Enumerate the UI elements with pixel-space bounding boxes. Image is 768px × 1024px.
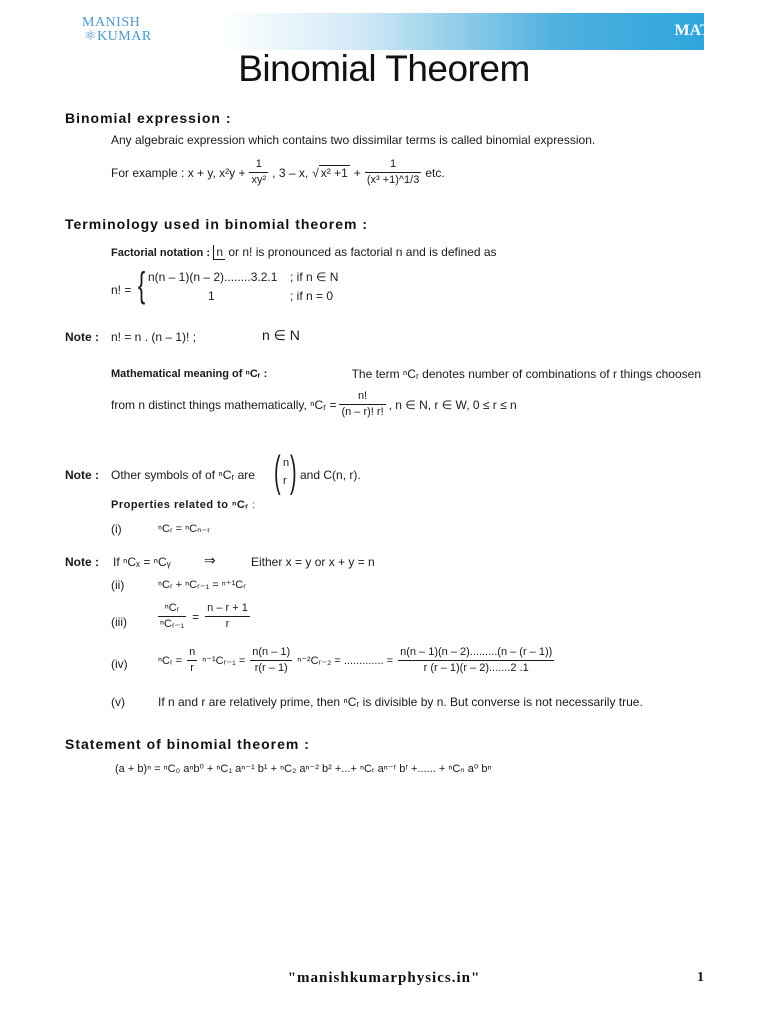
left-brace-icon: { — [138, 264, 146, 305]
page-number: 1 — [697, 970, 704, 985]
right-paren-icon: ) — [290, 447, 297, 496]
example-fraction-2: $\frac{1}{\text{(x³ +1)\textasciicircum{}1/3}}$ — [366, 158, 420, 186]
property-3-number: (iii) — [111, 615, 127, 629]
ncr-meaning: Mathematical meaning of ⁿCᵣ : The term ⁿCᵣ denotes number of combinations of r things choosen — [111, 367, 701, 381]
binom-bottom: r — [283, 475, 287, 487]
example-sqrt: √ x² +1 — [312, 165, 348, 180]
note-3-result: Either x = y or x + y = n — [251, 555, 375, 569]
binom-top: n — [283, 457, 290, 469]
example-prefix: For example : x + y, x²y + — [111, 165, 246, 180]
property-4-number: (iv) — [111, 657, 128, 671]
property-2-formula: ⁿCᵣ + ⁿCᵣ₋₁ = ⁿ⁺¹Cᵣ — [158, 579, 246, 591]
property-4-formula: ⁿCᵣ = $\frac{n}{r}$ ⁿ⁻¹Cᵣ₋₁ = $\frac{n(n - 1)}{r(r - 1)}$ ⁿ⁻²Cᵣ₋₂ = ............. = $\frac{n(n - 1)(n - 2).........(n - (r - 1))}{r (r - 1)(r - 2).......2 .1}$ — [158, 646, 553, 674]
header-banner — [220, 13, 704, 50]
heading-terminology: Terminology used in binomial theorem : — [65, 216, 368, 232]
brand-logo — [82, 16, 152, 44]
note-label: Note : — [65, 468, 99, 482]
factorial-case-2: 1 — [208, 289, 215, 303]
note-3-text: If ⁿCₓ = ⁿCᵧ — [113, 555, 171, 569]
factorial-case-1: n(n – 1)(n – 2)........3.2.1 — [148, 270, 278, 284]
heading-binomial-expression: Binomial expression : — [65, 110, 232, 126]
note-label: Note : — [65, 555, 99, 569]
sqrt-icon: √ — [312, 165, 319, 180]
factorial-case-1-cond: ; if n ∈ N — [290, 270, 339, 284]
binomial-example: For example : x + y, x²y + $\frac{1}{\text{xy²}}$ , 3 – x, √ x² +1 + $\frac{1}{\text{(x³ +1)\textasciicircum{}1/3}}$ etc. — [111, 158, 445, 186]
logo-line-2: ⚛KUMAR — [84, 29, 152, 44]
note-1-cond: n ∈ N — [262, 327, 300, 343]
atom-icon: ⚛ — [84, 29, 98, 44]
binomial-theorem-formula: (a + b)ⁿ = ⁿC₀ aⁿb⁰ + ⁿC₁ aⁿ⁻¹ b¹ + ⁿC₂ aⁿ⁻² b² +...+ ⁿCᵣ aⁿ⁻ʳ bʳ +...... + ⁿCₙ a⁰ bⁿ — [115, 763, 492, 775]
property-3-formula: $\frac{\text{ⁿCᵣ}}{\text{ⁿCᵣ₋₁}}$ = $\frac{n - r + 1}{r}$ — [160, 602, 248, 630]
heading-statement: Statement of binomial theorem : — [65, 736, 310, 752]
property-2-number: (ii) — [111, 578, 125, 592]
logo-line-1: MANISH — [82, 15, 141, 30]
implies-arrow-icon: ⇒ — [204, 552, 216, 568]
property-1-number: (i) — [111, 522, 122, 536]
note-label: Note : — [65, 330, 99, 344]
example-fraction-1: $\frac{1}{\text{xy²}}$ — [251, 158, 267, 186]
factorial-notation: Factorial notation : n or n! is pronounced as factorial n and is defined as — [111, 245, 497, 259]
factorial-symbol: n — [213, 245, 225, 260]
property-5-text: If n and r are relatively prime, then ⁿCᵣ is divisible by n. But converse is not necessarily true. — [158, 695, 643, 709]
properties-heading: Properties related to ⁿCᵣ : — [111, 499, 255, 511]
ncr-fraction: $\frac{n!}{(n - r)! r!}$ — [341, 390, 384, 418]
binomial-definition: Any algebraic expression which contains two dissimilar terms is called binomial expression. — [111, 133, 596, 147]
subject-label: MATHS — [674, 22, 732, 39]
page-title: Binomial Theorem — [238, 48, 530, 89]
note-1-text: n! = n . (n – 1)! ; — [111, 330, 197, 344]
footer-website: "manishkumarphysics.in" — [287, 970, 481, 986]
note-2-prefix: Other symbols of of ⁿCᵣ are — [111, 468, 255, 482]
example-suffix: etc. — [425, 165, 445, 180]
factorial-case-2-cond: ; if n = 0 — [290, 289, 334, 303]
ncr-formula: from n distinct things mathematically, ⁿCᵣ = $\frac{n!}{(n - r)! r!}$ , n ∈ N, r ∈ W, 0 ≤ r ≤ n — [111, 390, 517, 418]
nfact-lhs: n! = — [111, 283, 132, 297]
property-5-number: (v) — [111, 695, 125, 709]
note-2-suffix: and C(n, r). — [300, 468, 361, 482]
property-1-formula: ⁿCᵣ = ⁿCₙ₋ᵣ — [158, 523, 210, 535]
example-mid: , 3 – x, — [272, 165, 309, 180]
left-paren-icon: ( — [274, 447, 281, 496]
